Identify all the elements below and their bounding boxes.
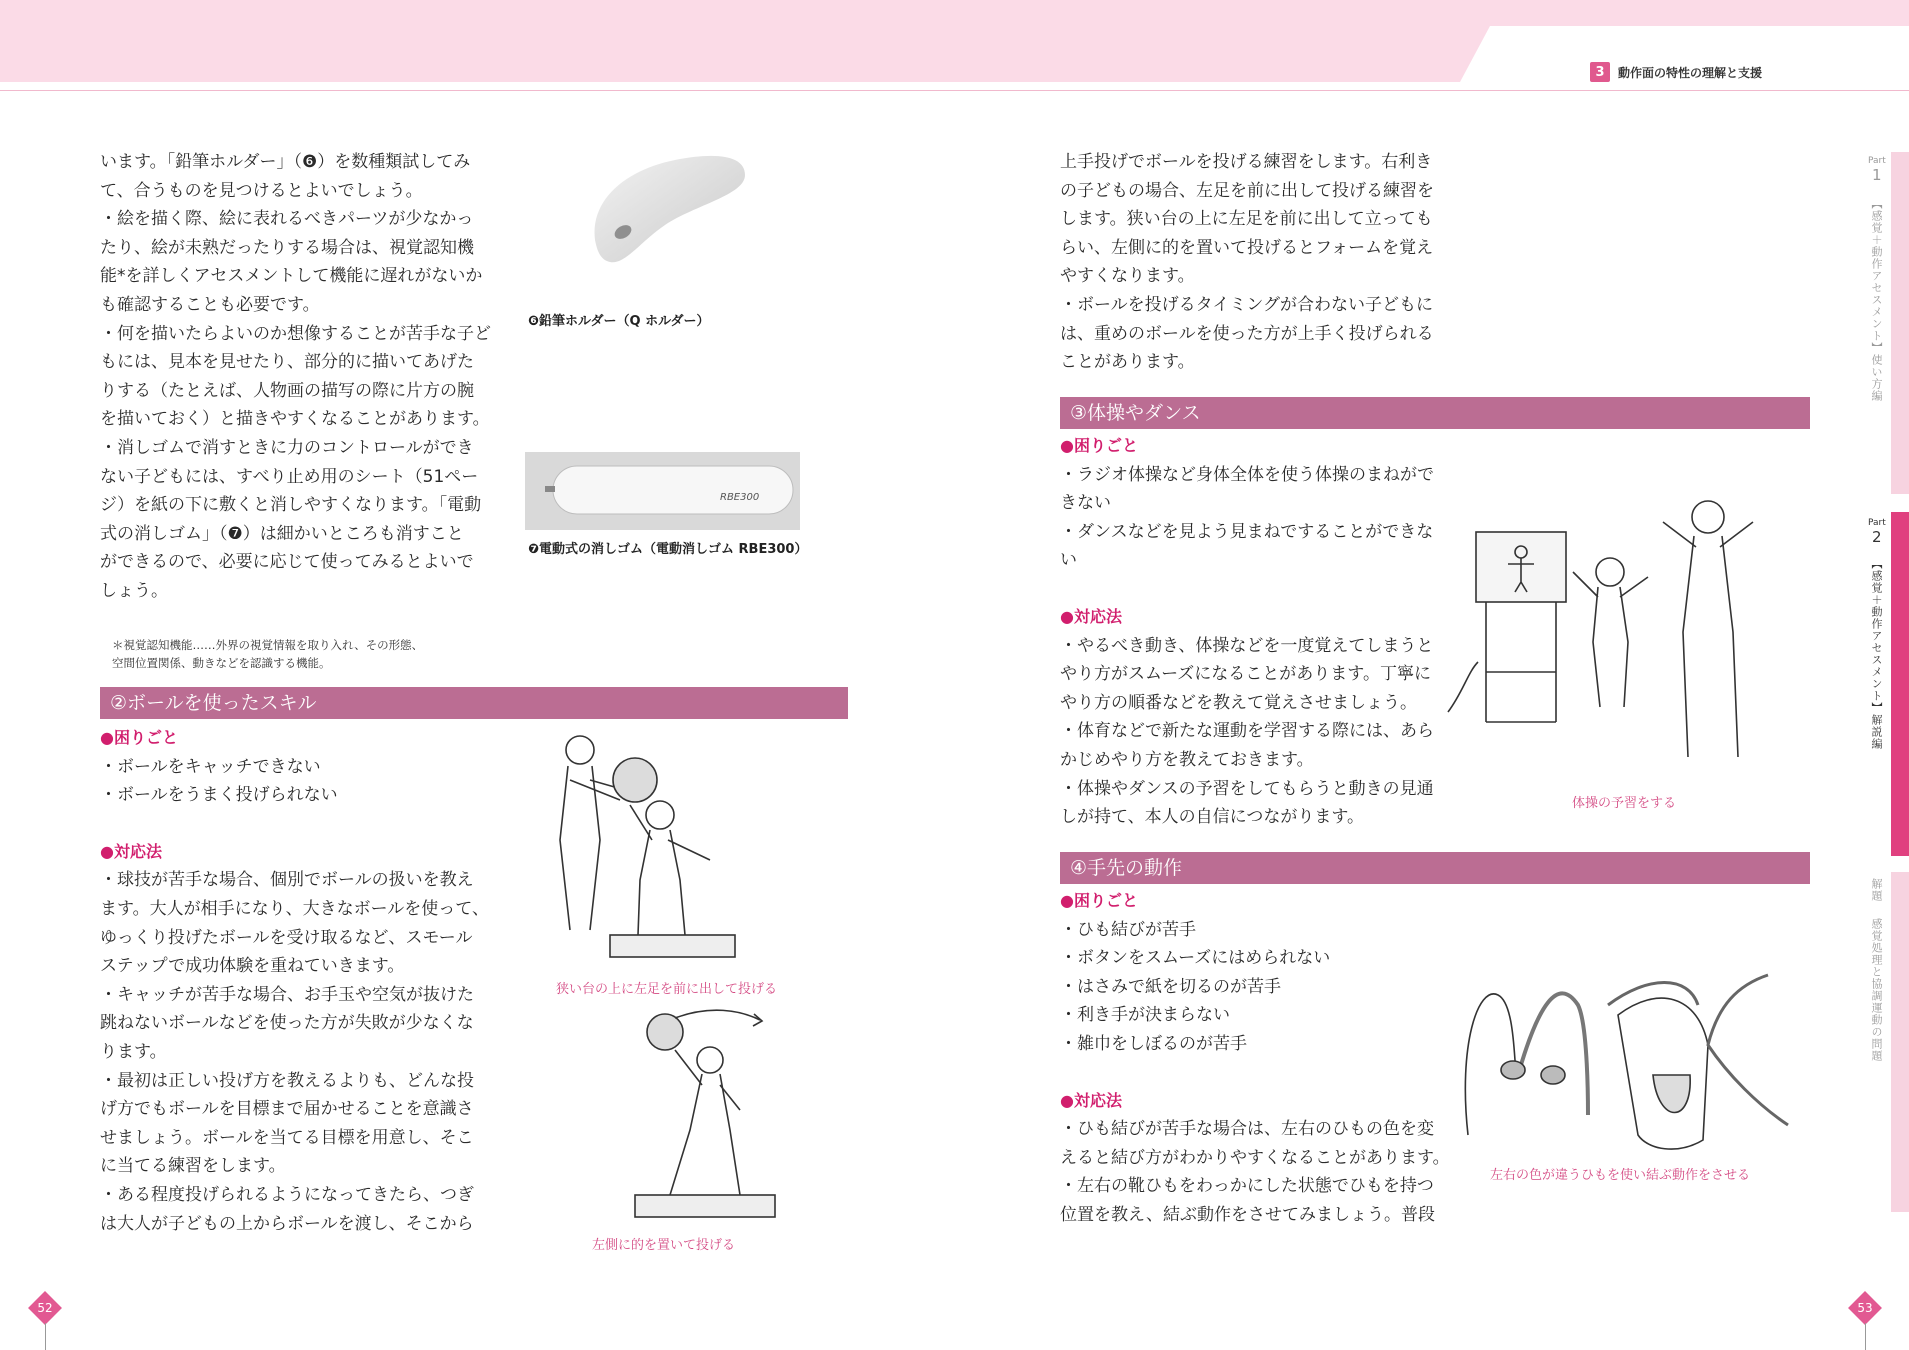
caption-throw-ball: 左側に的を置いて投げる — [592, 1238, 736, 1253]
tab-part2[interactable] — [1891, 512, 1909, 856]
left-intro-text: います。「鉛筆ホルダー」（❻）を数種類試してみ て、合うものを見つけるとよいでしょう。 ・絵を描く際、絵に表れるべきパーツが少なかっ たり、絵が未熟だったりする場合は、視覚認知機 能*を詳しくアセスメントして機能に遅れがないか も確認することも必要です。 ・何を描いたらよいのか想像することが苦手な子ど もには、見本を見せたり、部分的に描いてあげた りする（たとえば、人物画の描写の際に片方の腕 を描いておく）と描きやすくなることがあります。 ・消しゴムで消すときに力のコントロールができ ない子どもには、すべり止め用のシート（51ペー ジ）を紙の下に敷くと消しやすくなります。「電動 式の消しゴム」（❼）は細かいところも消すこと ができるので、必要に応じて使ってみるとよいで しょう。 — [100, 152, 491, 601]
footnote: ＊視覚認知機能……外界の視覚情報を取り入れ、その形態、 空間位置関係、動きなどを認識する機能。 — [112, 638, 424, 670]
fine-motor-text: ●困りごと ・ひも結びが苦手 ・ボタンをスムーズにはめられない ・はさみで紙を切るのが苦手 ・利き手が決まらない ・雑巾をしぼるのが苦手 ●対応法 ・ひも結びが苦手な場合は、左右のひもの色を変 えると結び方がわかりやすくなることがあります。 ・左右の靴ひもをわっかにした状態でひもを持つ 位置を教え、結ぶ動作をさせてみましょう。普段 — [1060, 891, 1450, 1225]
illustration-throw-ball — [630, 1010, 780, 1225]
page-number-left-line — [45, 1323, 46, 1350]
section-title-fine-motor: ④手先の動作 — [1060, 852, 1810, 884]
tab-part1-text: 【感覚＋動作アセスメント】使い方編 — [1870, 198, 1883, 402]
eraser-label: RBE300 — [720, 492, 760, 503]
section-title-dance: ③体操やダンス — [1060, 397, 1810, 429]
ball-skills-trouble: ●困りごと ・ボールをキャッチできない ・ボールをうまく投げられない ●対応法 ・球技が苦手な場合、個別でボールの扱いを教え ます。大人が相手になり、大きなボールを使って、 ゆっくり投げたボールを受け取るなど、スモール ステップで成功体験を重ねていきます。 ・キャッチが苦手な場合、お手玉や空気が抜けた 跳ねないボールなどを使った方が失敗が少なくな ります。 ・最初は正しい投げ方を教えるよりも、どんな投 げ方でもボールを目標まで届かせることを意識さ せましょう。ボールを当てる目標を用意し、そこ に当てる練習をします。 ・ある程度投げられるようになってきたら、つぎ は大人が子どもの上からボールを渡し、そこから — [100, 728, 489, 1234]
chapter-header — [1590, 62, 1762, 82]
eraser-caption: ❼電動式の消しゴム（電動消しゴム RBE300） — [528, 542, 808, 557]
tab-part2-label: Part — [1868, 518, 1886, 528]
tab-part2-text: 【感覚＋動作アセスメント】解説編 — [1870, 558, 1883, 750]
tab-part1[interactable] — [1891, 152, 1909, 494]
illustration-shoelace — [1458, 965, 1808, 1155]
page-number-right-line — [1865, 1323, 1866, 1350]
chapter-number: 3 — [1590, 62, 1610, 82]
tab-appendix-label: 解題 — [1870, 878, 1883, 902]
eraser-photo — [525, 452, 800, 530]
page-number-left: 52 — [30, 1293, 60, 1323]
illustration-dance-practice — [1448, 492, 1768, 782]
page-number-right: 53 — [1850, 1293, 1880, 1323]
pencil-holder-caption: ❻鉛筆ホルダー（Q ホルダー） — [528, 314, 710, 329]
tab-appendix-text: 感覚処理と協調運動の問題 — [1870, 918, 1883, 1062]
tab-part1-number: 1 — [1872, 166, 1882, 184]
dance-text: ●困りごと ・ラジオ体操など身体全体を使う体操のまねがで きない ・ダンスなどを見よう見まねですることができな い ●対応法 ・やるべき動き、体操などを一度覚えてしまうと やり方がスムーズになることがあります。丁寧に やり方の順番などを教えて覚えさせましょう。 ・体育などで新たな運動を学習する際には、あら かじめやり方を教えておきます。 ・体操やダンスの予習をしてもらうと動きの見通 しが持て、本人の自信につながります。 — [1060, 436, 1434, 828]
tab-part2-number: 2 — [1872, 528, 1882, 546]
caption-shoelace: 左右の色が違うひもを使い結ぶ動作をさせる — [1490, 1168, 1751, 1183]
illustration-catch-ball — [540, 720, 780, 970]
tab-appendix[interactable] — [1891, 872, 1909, 1212]
chapter-title: 動作面の特性の理解と支援 — [1618, 65, 1763, 80]
caption-dance-practice: 体操の予習をする — [1572, 796, 1677, 811]
header-rule — [0, 90, 1909, 91]
pencil-holder-photo — [585, 150, 755, 275]
caption-catch-ball: 狭い台の上に左足を前に出して投げる — [556, 982, 778, 997]
tab-part1-label: Part — [1868, 156, 1886, 166]
right-intro-text: 上手投げでボールを投げる練習をします。右利き の子どもの場合、左足を前に出して投げる練習を します。狭い台の上に左足を前に出して立っても らい、左側に的を置いて投げるとフォームを覚え やすくなります。 ・ボールを投げるタイミングが合わない子どもに は、重めのボールを使った方が上手く投げられる ことがあります。 — [1060, 152, 1434, 373]
section-title-ball-skills: ②ボールを使ったスキル — [100, 687, 848, 719]
